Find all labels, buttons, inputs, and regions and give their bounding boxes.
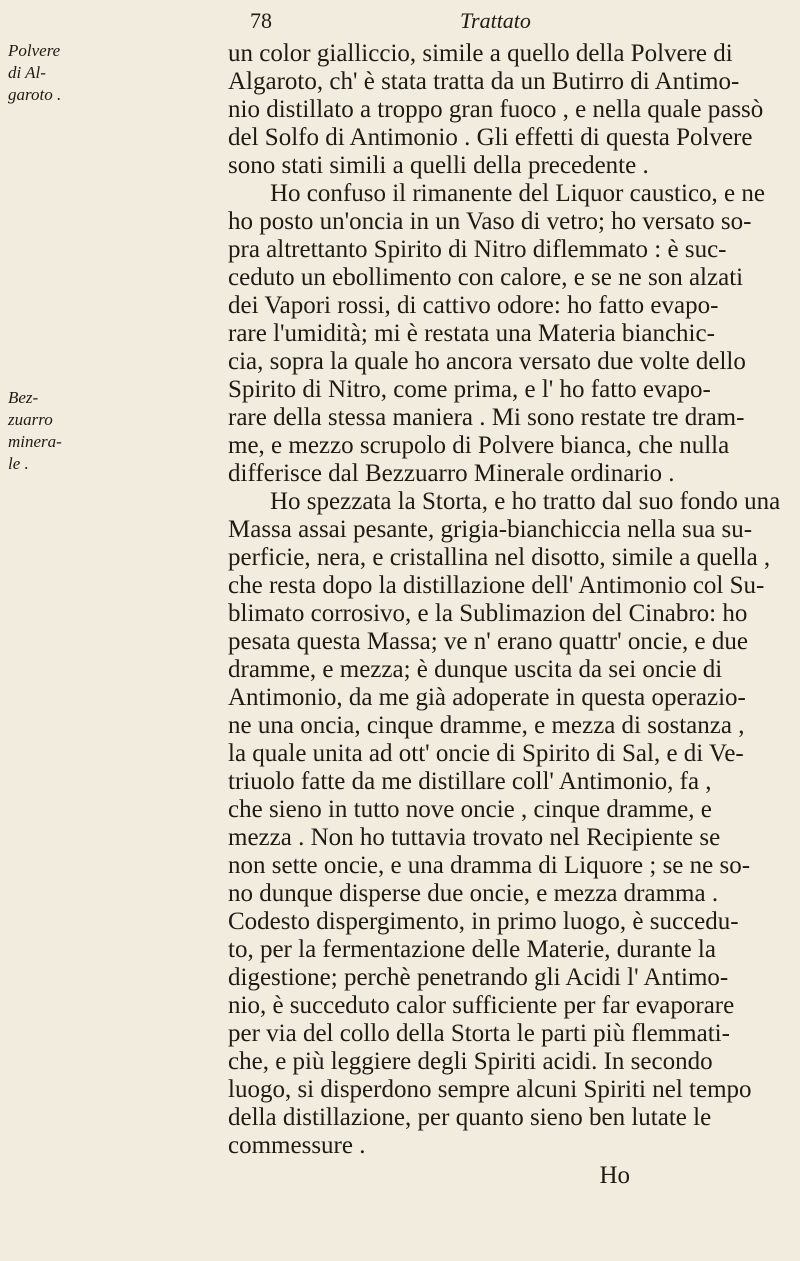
text-line: dei Vapori rossi, di cattivo odore: ho fatto evapo- bbox=[228, 292, 719, 319]
text-line: della distillazione, per quanto sieno ben lutate le bbox=[228, 1104, 712, 1131]
text-line: luogo, si disperdono sempre alcuni Spiriti nel tempo bbox=[228, 1076, 752, 1103]
margin-note-line: le . bbox=[8, 454, 29, 473]
text-line: nio, è succeduto calor sufficiente per far evaporare bbox=[228, 992, 735, 1019]
text-line: del Solfo di Antimonio . Gli effetti di questa Polvere bbox=[228, 124, 753, 151]
text-line: Codesto dispergimento, in primo luogo, è succedu- bbox=[228, 908, 739, 935]
text-line: commessure . bbox=[228, 1132, 366, 1159]
margin-note-line: minera- bbox=[8, 432, 62, 451]
text-line: ne una oncia, cinque dramme, e mezza di sostanza , bbox=[228, 712, 745, 739]
text-line: differisce dal Bezzuarro Minerale ordinario . bbox=[228, 460, 675, 487]
text-line: no dunque disperse due oncie, e mezza dramma . bbox=[228, 880, 719, 907]
margin-note-line: zuarro bbox=[8, 410, 53, 429]
text-line: triuolo fatte da me distillare coll' Antimonio, fa , bbox=[228, 768, 712, 795]
margin-note-polvere bbox=[8, 40, 88, 106]
paragraph-start-line: Ho spezzata la Storta, e ho tratto dal suo fondo una bbox=[270, 488, 781, 515]
text-line: pesata questa Massa; ve n' erano quattr' oncie, e due bbox=[228, 628, 748, 655]
text-line: non sette oncie, e una dramma di Liquore ; se ne so- bbox=[228, 852, 751, 879]
text-line: blimato corrosivo, e la Sublimazion del Cinabro: ho bbox=[228, 600, 748, 627]
text-line: pra altrettanto Spirito di Nitro diflemmato : è suc- bbox=[228, 236, 727, 263]
margin-note-bezzuarro bbox=[8, 387, 88, 475]
text-line: me, e mezzo scrupolo di Polvere bianca, che nulla bbox=[228, 432, 730, 459]
running-title: Trattato bbox=[460, 8, 531, 33]
text-line: che resta dopo la distillazione dell' Antimonio col Su- bbox=[228, 572, 765, 599]
text-line: ho posto un'oncia in un Vaso di vetro; ho versato so- bbox=[228, 208, 752, 235]
page-number: 78 bbox=[250, 8, 272, 33]
text-line: Spirito di Nitro, come prima, e l' ho fatto evapo- bbox=[228, 376, 711, 403]
text-line: la quale unita ad ott' oncie di Spirito di Sal, e di Ve- bbox=[228, 740, 744, 767]
text-line: sono stati simili a quelli della precedente . bbox=[228, 152, 649, 179]
body-text bbox=[228, 40, 790, 1190]
text-line: Massa assai pesante, grigia-bianchiccia nella sua su- bbox=[228, 516, 753, 543]
text-line: che, e più leggiere degli Spiriti acidi. In secondo bbox=[228, 1048, 713, 1075]
text-line: digestione; perchè penetrando gli Acidi l' Antimo- bbox=[228, 964, 729, 991]
text-line: Antimonio, da me già adoperate in questa operazio- bbox=[228, 684, 746, 711]
text-line: perficie, nera, e cristallina nel disotto, simile a quella , bbox=[228, 544, 771, 571]
text-line: rare della stessa maniera . Mi sono restate tre dram- bbox=[228, 404, 745, 431]
catchword: Ho bbox=[599, 1162, 630, 1189]
page-header bbox=[250, 8, 570, 36]
paragraph-start-line: Ho confuso il rimanente del Liquor caustico, e ne bbox=[270, 180, 765, 207]
text-line: to, per la fermentazione delle Materie, durante la bbox=[228, 936, 716, 963]
text-line: per via del collo della Storta le parti più flemmati- bbox=[228, 1020, 730, 1047]
text-line: mezza . Non ho tuttavia trovato nel Recipiente se bbox=[228, 824, 721, 851]
text-line: ceduto un ebollimento con calore, e se ne son alzati bbox=[228, 264, 744, 291]
text-line: dramme, e mezza; è dunque uscita da sei oncie di bbox=[228, 656, 723, 683]
text-line: rare l'umidità; mi è restata una Materia bianchic- bbox=[228, 320, 715, 347]
text-line: cia, sopra la quale ho ancora versato due volte dello bbox=[228, 348, 746, 375]
text-line: Algaroto, ch' è stata tratta da un Butirro di Antimo- bbox=[228, 68, 740, 95]
text-line: nio distillato a troppo gran fuoco , e nella quale passò bbox=[228, 96, 764, 123]
margin-note-line: garoto . bbox=[8, 85, 62, 104]
text-line: un color gialliccio, simile a quello della Polvere di bbox=[228, 40, 733, 67]
text-line: che sieno in tutto nove oncie , cinque dramme, e bbox=[228, 796, 712, 823]
margin-note-line: Polvere bbox=[8, 41, 61, 60]
margin-note-line: Bez- bbox=[8, 388, 39, 407]
margin-note-line: di Al- bbox=[8, 63, 46, 82]
